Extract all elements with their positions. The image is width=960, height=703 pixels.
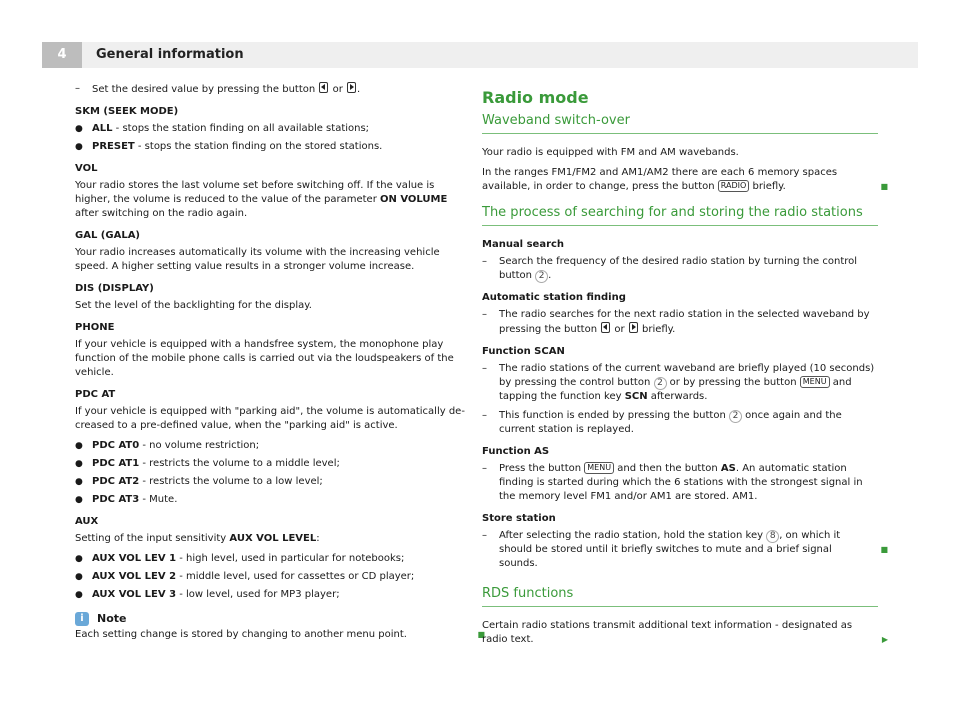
rds-heading: RDS functions: [482, 586, 574, 601]
param-text: - low level, used for MP3 player;: [176, 589, 340, 600]
continue-icon: ▶: [881, 635, 888, 644]
dash-mark: –: [482, 463, 487, 474]
vol-text: Your radio stores the last volume set before switching off. If the value is higher, the volume is reduced to the value of the parameter: [75, 180, 435, 205]
chapter-title: Radio mode: [482, 88, 589, 107]
param-text: - restricts the volume to a middle level;: [139, 458, 340, 469]
process-heading: The process of searching for and storing the radio stations: [482, 205, 863, 220]
waveband-p2-text: In the ranges FM1/FM2 and AM1/AM2 there are each 6 memory spaces available, in order to change, press the button: [482, 167, 838, 192]
manual-text: Search the frequency of the desired radio station by turning the control button: [499, 256, 858, 281]
vol-paragraph: [75, 179, 467, 221]
as-key: AS: [720, 463, 736, 474]
list-item: [75, 475, 467, 489]
bullet-mark: ●: [75, 590, 83, 600]
dash-mark: –: [482, 410, 487, 421]
waveband-heading-rule: [482, 112, 878, 134]
store-text: After selecting the radio station, hold the station key: [499, 530, 767, 541]
scan2-text: This function is ended by pressing the button: [499, 410, 729, 421]
param-key: ALL: [92, 123, 113, 134]
list-item: [75, 552, 467, 566]
intro-after: .: [357, 84, 361, 95]
rds-text: Certain radio stations transmit additional text information - designated as radio text.: [482, 620, 853, 645]
as-text-mid: and then the button: [614, 463, 721, 474]
param-text: - middle level, used for cassettes or CD player;: [176, 571, 415, 582]
gal-paragraph: Your radio increases automatically its volume with the increasing vehicle speed. A higher setting value results in a stronger volume increase.: [75, 247, 440, 272]
param-key: PDC AT3: [92, 494, 140, 505]
bullet-mark: ●: [75, 459, 83, 469]
section-end-icon: ■: [880, 182, 888, 191]
scan-text-after: and tapping the function key: [499, 377, 852, 402]
section-end-icon: ■: [880, 545, 888, 554]
info-icon: i: [75, 612, 89, 626]
waveband-p1: Your radio is equipped with FM and AM wavebands.: [482, 147, 739, 158]
bullet-mark: ●: [75, 495, 83, 505]
vol-key: ON VOLUME: [380, 194, 448, 205]
dash-mark: –: [482, 530, 487, 541]
scan-step-1: [482, 362, 878, 404]
gal-heading: GAL (GALA): [75, 230, 140, 241]
bullet-mark: ●: [75, 554, 83, 564]
station-key-number: 8: [766, 530, 779, 543]
dash-mark: –: [482, 256, 487, 267]
aux-text: Setting of the input sensitivity: [75, 533, 230, 544]
bullet-mark: ●: [75, 477, 83, 487]
param-key: PDC AT2: [92, 476, 140, 487]
as-step: [482, 462, 878, 504]
param-key: PDC AT0: [92, 440, 140, 451]
list-item: [75, 140, 467, 154]
pdc-paragraph: If your vehicle is equipped with "parking aid", the volume is automatically de-creased to a pre-defined value, when the "parking aid" is active.: [75, 406, 465, 431]
bullet-mark: ●: [75, 124, 83, 134]
param-text: - stops the station finding on all available stations;: [112, 123, 370, 134]
note-header: [75, 612, 467, 626]
list-item: [75, 457, 467, 471]
bullet-mark: ●: [75, 441, 83, 451]
skm-heading: SKM (SEEK MODE): [75, 106, 179, 117]
bullet-mark: ●: [75, 142, 83, 152]
control-number: 2: [729, 410, 742, 423]
process-heading-rule: [482, 204, 878, 226]
aux-paragraph: [75, 532, 467, 546]
bullet-mark: ●: [75, 572, 83, 582]
scan-text: The radio stations of the current waveband are briefly played (10 seconds) by pressing the control button: [499, 363, 875, 388]
list-item: [75, 570, 467, 584]
section-end-icon: ■: [477, 630, 485, 639]
scan-step-2: [482, 409, 878, 437]
param-text: - restricts the volume to a low level;: [139, 476, 323, 487]
rds-heading-rule: [482, 585, 878, 607]
left-column: [75, 82, 485, 648]
auto-or: or: [611, 324, 628, 335]
intro-step: [75, 82, 467, 97]
waveband-p2-after: briefly.: [749, 181, 786, 192]
phone-paragraph: If your vehicle is equipped with a handsfree system, the monophone play function of the mobile phone calls is carried out via the loudspeakers of the vehicle.: [75, 339, 454, 378]
param-text: - Mute.: [139, 494, 178, 505]
left-arrow-button-icon: [319, 82, 328, 93]
note-body: [75, 628, 485, 642]
dash-mark: –: [482, 363, 487, 374]
dis-heading: DIS (DISPLAY): [75, 283, 154, 294]
intro-or: or: [332, 84, 343, 95]
store-text-after: , on which it should be stored until it briefly switches to mute and a brief signal sounds.: [499, 530, 841, 569]
vol-heading: VOL: [75, 163, 98, 174]
auto-heading: Automatic station finding: [482, 292, 626, 303]
param-key: AUX VOL LEV 2: [92, 571, 177, 582]
intro-text: Set the desired value by pressing the button: [92, 84, 316, 95]
radio-key: RADIO: [718, 180, 750, 192]
as-text-after: . An automatic station finding is started during which the 6 stations with the strongest signal in the memory level FM1 and/or AM1 are stored. AM1.: [499, 463, 863, 502]
param-text: - high level, used in particular for notebooks;: [176, 553, 405, 564]
right-column: [482, 82, 888, 653]
right-arrow-button-icon: [347, 82, 356, 93]
rds-body: [482, 619, 888, 647]
param-key: PDC AT1: [92, 458, 140, 469]
right-arrow-button-icon: [629, 322, 638, 333]
control-number: 2: [535, 270, 548, 283]
param-text: - stops the station finding on the stored stations.: [134, 141, 383, 152]
aux-heading: AUX: [75, 516, 99, 527]
menu-key: MENU: [800, 376, 830, 388]
auto-text: The radio searches for the next radio station in the selected waveband by pressing the button: [499, 309, 870, 335]
store-heading: Store station: [482, 513, 556, 524]
aux-text-after: :: [316, 533, 320, 544]
as-text: Press the button: [499, 463, 585, 474]
manual-heading: Manual search: [482, 239, 565, 250]
scan-text-mid: or by pressing the button: [666, 377, 800, 388]
section-title: General information: [96, 47, 244, 62]
manual-step: [482, 255, 878, 283]
phone-heading: PHONE: [75, 322, 115, 333]
param-key: AUX VOL LEV 3: [92, 589, 177, 600]
list-item: [75, 439, 467, 453]
waveband-p2-wrap: [482, 166, 888, 194]
list-item: [75, 493, 467, 507]
param-text: - no volume restriction;: [139, 440, 260, 451]
waveband-p2: [482, 166, 878, 194]
auto-step: [482, 308, 878, 337]
waveband-heading: Waveband switch-over: [482, 113, 630, 128]
page-number: 4: [42, 42, 82, 68]
scan-heading: Function SCAN: [482, 346, 565, 357]
vol-text-after: after switching on the radio again.: [75, 208, 248, 219]
list-item: [75, 588, 467, 602]
note-title: Note: [97, 612, 127, 625]
pdc-heading: PDC AT: [75, 389, 116, 400]
auto-after: briefly.: [638, 324, 676, 335]
as-heading: Function AS: [482, 446, 550, 457]
scan-text-end: afterwards.: [647, 391, 708, 402]
scan2-after: once again and the current station is replayed.: [499, 410, 842, 435]
left-arrow-button-icon: [601, 322, 610, 333]
aux-key: AUX VOL LEVEL: [229, 533, 317, 544]
dash-mark: –: [75, 83, 80, 94]
param-key: AUX VOL LEV 1: [92, 553, 177, 564]
dash-mark: –: [482, 309, 487, 320]
param-key: PRESET: [92, 141, 135, 152]
note-text: Each setting change is stored by changing to another menu point.: [75, 629, 407, 640]
scn-key: SCN: [624, 391, 648, 402]
control-number: 2: [654, 377, 667, 390]
store-step: [482, 529, 888, 571]
list-item: [75, 122, 467, 136]
menu-key: MENU: [584, 462, 614, 474]
page-header: [42, 42, 918, 68]
dis-paragraph: Set the level of the backlighting for the display.: [75, 300, 312, 311]
manual-after: .: [548, 270, 552, 281]
